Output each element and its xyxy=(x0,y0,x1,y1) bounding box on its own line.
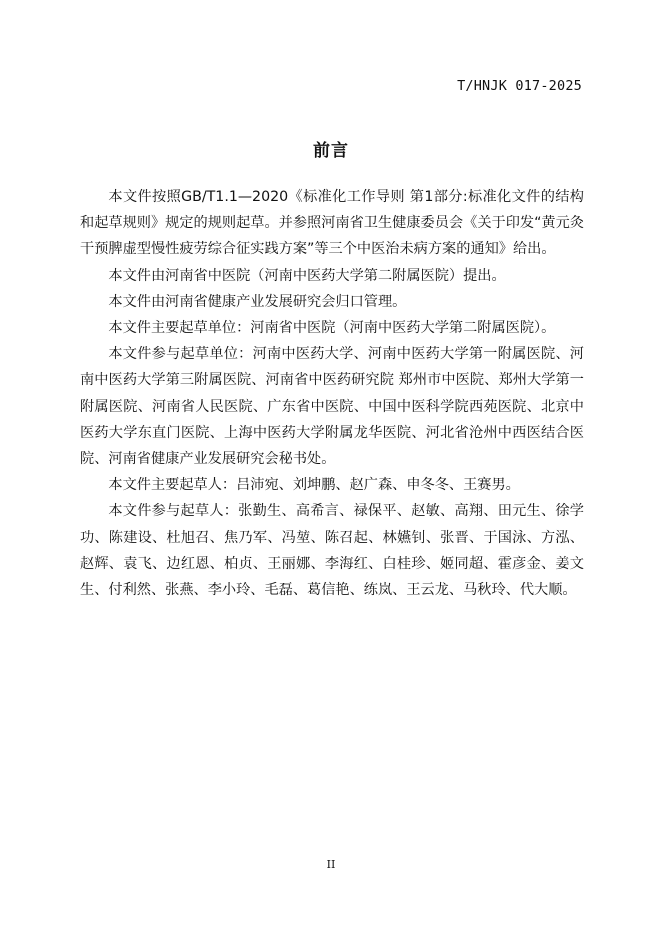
foreword-body xyxy=(80,184,584,603)
page-title: 前言 xyxy=(313,141,349,161)
page-number: II xyxy=(326,858,336,871)
document-code: T/HNJK 017-2025 xyxy=(457,78,582,94)
paragraph-participating-units: 本文件参与起草单位：河南中医药大学、河南中医药大学第一附属医院、河南中医药大学第三附属医院、河南省中医药研究院 郑州市中医院、郑州大学第一附属医院、河南省人民医院、广东省中医院、中国中医科学院西苑医院、北京中医药大学东直门医院、上海中医药大学附属龙华医院、河北省沧州中西医结合医院、河南省健康产业发展研究会秘书处。 xyxy=(80,346,584,468)
paragraph-main-drafting-unit: 本文件主要起草单位：河南省中医院（河南中医药大学第二附属医院）。 xyxy=(108,320,556,337)
paragraph-participating-drafters: 本文件参与起草人：张勤生、高希言、禄保平、赵敏、高翔、田元生、徐学功、陈建设、杜旭召、焦乃军、冯堃、陈召起、林嬿钊、张晋、于国泳、方泓、赵辉、袁飞、边红恩、柏贞、王丽娜、李海红、白桂珍、姬同超、霍彦金、姜文生、付利然、张燕、李小玲、毛磊、葛信艳、练岚、王云龙、马秋玲、代大顺。 xyxy=(80,503,584,599)
paragraph-main-drafters: 本文件主要起草人：吕沛宛、刘坤鹏、赵广森、申冬冬、王赛男。 xyxy=(108,477,520,494)
paragraph-managed-by: 本文件由河南省健康产业发展研究会归口管理。 xyxy=(108,293,407,310)
paragraph-drafting-rules: 本文件按照GB/T1.1—2020《标准化工作导则 第1部分:标准化文件的结构和起草规则》规定的规则起草。并参照河南省卫生健康委员会《关于印发“黄元灸干预脾虚型慢性疲劳综合征实践方案”等三个中医治未病方案的通知》给出。 xyxy=(80,189,584,258)
paragraph-proposed-by: 本文件由河南省中医院（河南中医药大学第二附属医院）提出。 xyxy=(108,267,506,284)
